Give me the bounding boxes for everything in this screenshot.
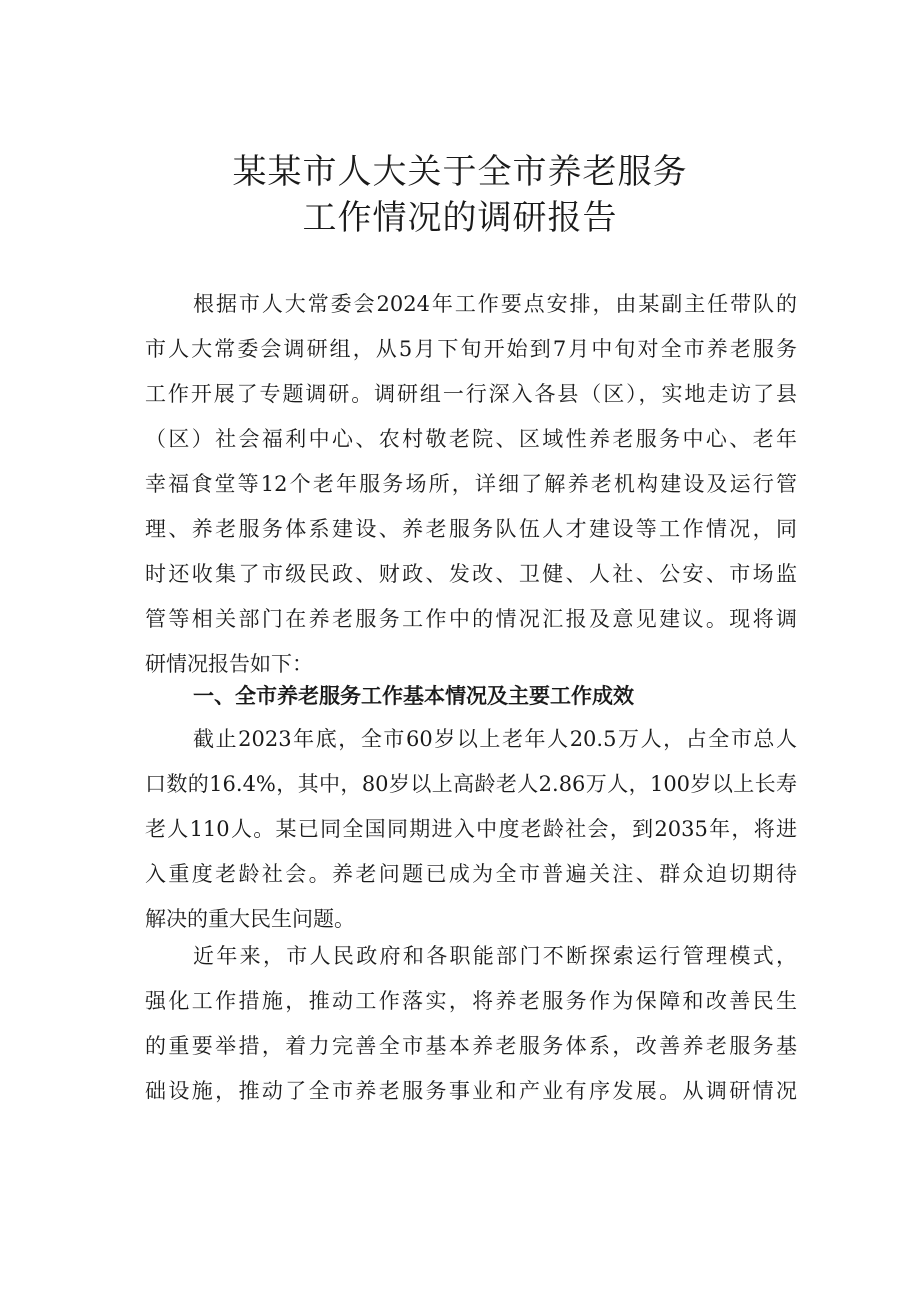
document-title-line-1: 某某市人大关于全市养老服务 xyxy=(232,152,688,192)
paragraph-line: 入重度老龄社会。养老问题已成为全市普遍关注、群众迫切期待 xyxy=(145,862,797,886)
intro-line: 理、养老服务体系建设、养老服务队伍人才建设等工作情况，同 xyxy=(145,517,797,541)
paragraph-line: 近年来，市人民政府和各职能部门不断探索运行管理模式， xyxy=(193,944,797,968)
document-title-line-2: 工作情况的调研报告 xyxy=(302,198,618,238)
paragraph-line: 老人110人。某已同全国同期进入中度老龄社会，到2035年，将进 xyxy=(145,817,797,841)
intro-line: 幸福食堂等12个老年服务场所，详细了解养老机构建设及运行管 xyxy=(145,472,797,496)
paragraph-line: 解决的重大民生问题。 xyxy=(145,907,355,931)
paragraph-line: 口数的16.4%，其中，80岁以上高龄老人2.86万人，100岁以上长寿 xyxy=(145,772,797,796)
paragraph-line: 础设施，推动了全市养老服务事业和产业有序发展。从调研情况 xyxy=(145,1079,797,1103)
intro-line: 研情况报告如下： xyxy=(145,652,313,676)
paragraph-line: 截止2023年底，全市60岁以上老年人20.5万人，占全市总人 xyxy=(193,727,797,751)
intro-line: 管等相关部门在养老服务工作中的情况汇报及意见建议。现将调 xyxy=(145,607,797,631)
paragraph-line: 强化工作措施，推动工作落实，将养老服务作为保障和改善民生 xyxy=(145,989,797,1013)
intro-line: 工作开展了专题调研。调研组一行深入各县（区），实地走访了县 xyxy=(145,382,797,406)
intro-line: 市人大常委会调研组，从5月下旬开始到7月中旬对全市养老服务 xyxy=(145,337,797,361)
paragraph-line: 的重要举措，着力完善全市基本养老服务体系，改善养老服务基 xyxy=(145,1034,797,1058)
intro-line: （区）社会福利中心、农村敬老院、区域性养老服务中心、老年 xyxy=(145,427,797,451)
intro-line: 时还收集了市级民政、财政、发改、卫健、人社、公安、市场监 xyxy=(145,562,797,586)
section-heading: 一、全市养老服务工作基本情况及主要工作成效 xyxy=(193,684,634,708)
intro-line: 根据市人大常委会2024年工作要点安排，由某副主任带队的 xyxy=(193,292,797,316)
